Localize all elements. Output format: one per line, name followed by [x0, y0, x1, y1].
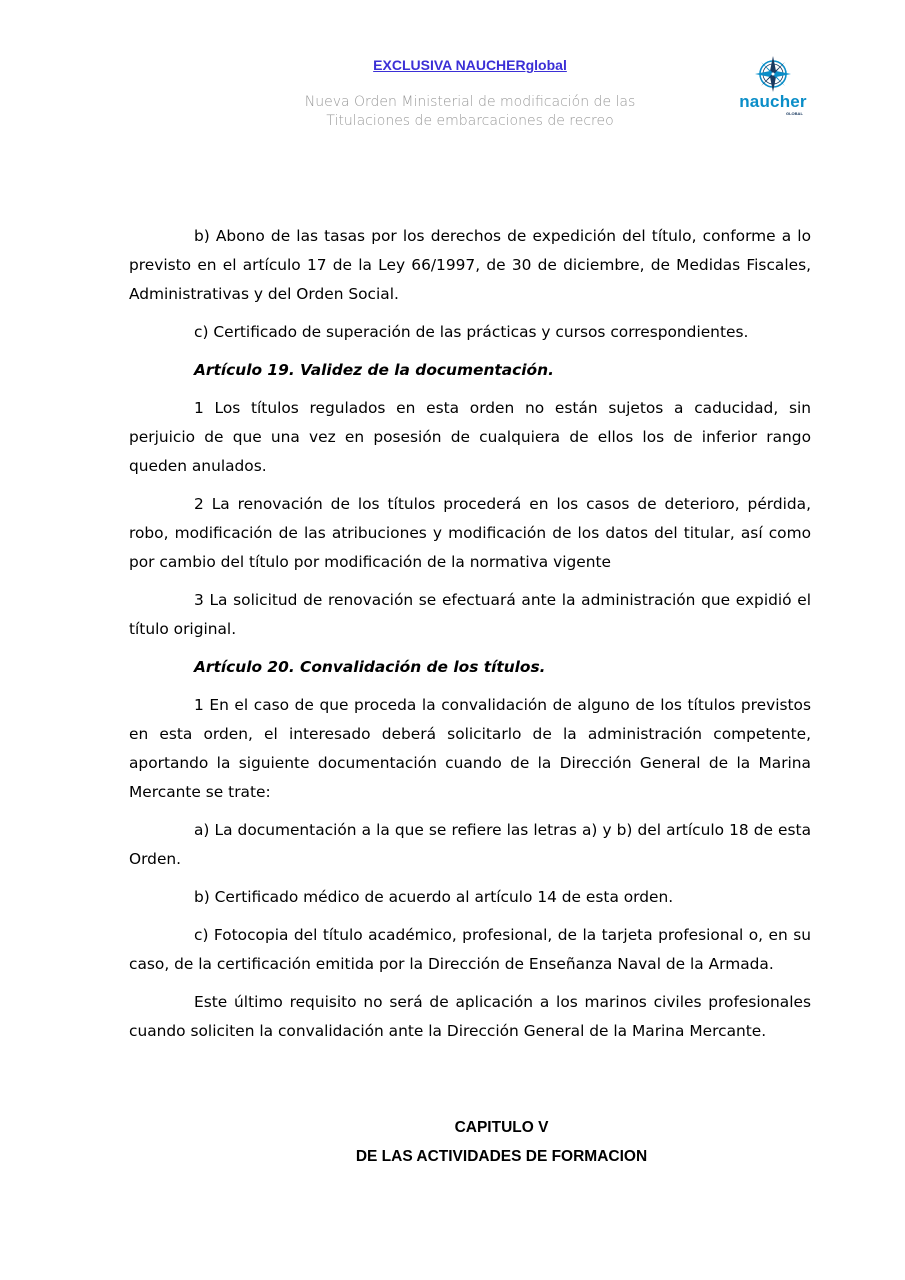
compass-star-icon	[728, 54, 818, 94]
header-subtitle	[250, 93, 690, 131]
paragraph-art20-b: b) Certificado médico de acuerdo al artículo 14 de esta orden.	[194, 888, 674, 906]
paragraph-certificado-practicas: c) Certificado de superación de las prácticas y cursos correspondientes.	[194, 323, 749, 341]
article-19-heading: Artículo 19. Validez de la documentación.	[194, 361, 554, 379]
chapter-title: DE LAS ACTIVIDADES DE FORMACION	[355, 1148, 648, 1165]
chapter-heading	[129, 1113, 874, 1171]
chapter-number: CAPITULO V	[454, 1119, 549, 1136]
paragraph-tasas: b) Abono de las tasas por los derechos de expedición del título, conforme a lo previsto en el artículo 17 de la Ley 66/1997, de 30 de diciembre, de Medidas Fiscales, Administrativas y del Orden Social.	[129, 227, 811, 303]
header-link[interactable]: EXCLUSIVA NAUCHERglobal	[373, 57, 567, 73]
paragraph-art19-2: 2 La renovación de los títulos procederá en los casos de deterioro, pérdida, robo, modificación de las atribuciones y modificación de los datos del titular, así como por cambio del título por modificación de la normativa vigente	[129, 495, 811, 571]
paragraph-art19-1: 1 Los títulos regulados en esta orden no están sujetos a caducidad, sin perjuicio de que una vez en posesión de cualquiera de ellos los de inferior rango queden anulados.	[129, 399, 811, 475]
header-subtitle-line-1: Nueva Orden Ministerial de modificación de las	[304, 94, 636, 110]
logo-name: naucher	[739, 92, 807, 111]
paragraph-art20-a: a) La documentación a la que se refiere las letras a) y b) del artículo 18 de esta Orden.	[129, 821, 811, 868]
logo-sub: GLOBAL	[786, 111, 803, 116]
paragraph-art20-c: c) Fotocopia del título académico, profesional, de la tarjeta profesional o, en su caso, de la certificación emitida por la Dirección de Enseñanza Naval de la Armada.	[129, 926, 811, 973]
article-20-heading: Artículo 20. Convalidación de los títulos.	[194, 658, 546, 676]
paragraph-art20-note: Este último requisito no será de aplicación a los marinos civiles profesionales cuando soliciten la convalidación ante la Dirección General de la Marina Mercante.	[129, 993, 811, 1040]
naucher-logo	[728, 54, 818, 120]
header-subtitle-line-2: Titulaciones de embarcaciones de recreo	[326, 113, 614, 129]
paragraph-art20-1: 1 En el caso de que proceda la convalidación de alguno de los títulos previstos en esta orden, el interesado deberá solicitarlo de la administración competente, aportando la siguiente documentación cuando de la Dirección General de la Marina Mercante se trate:	[129, 696, 811, 801]
paragraph-art19-3: 3 La solicitud de renovación se efectuará ante la administración que expidió el título original.	[129, 591, 811, 638]
document-body	[129, 222, 811, 1055]
